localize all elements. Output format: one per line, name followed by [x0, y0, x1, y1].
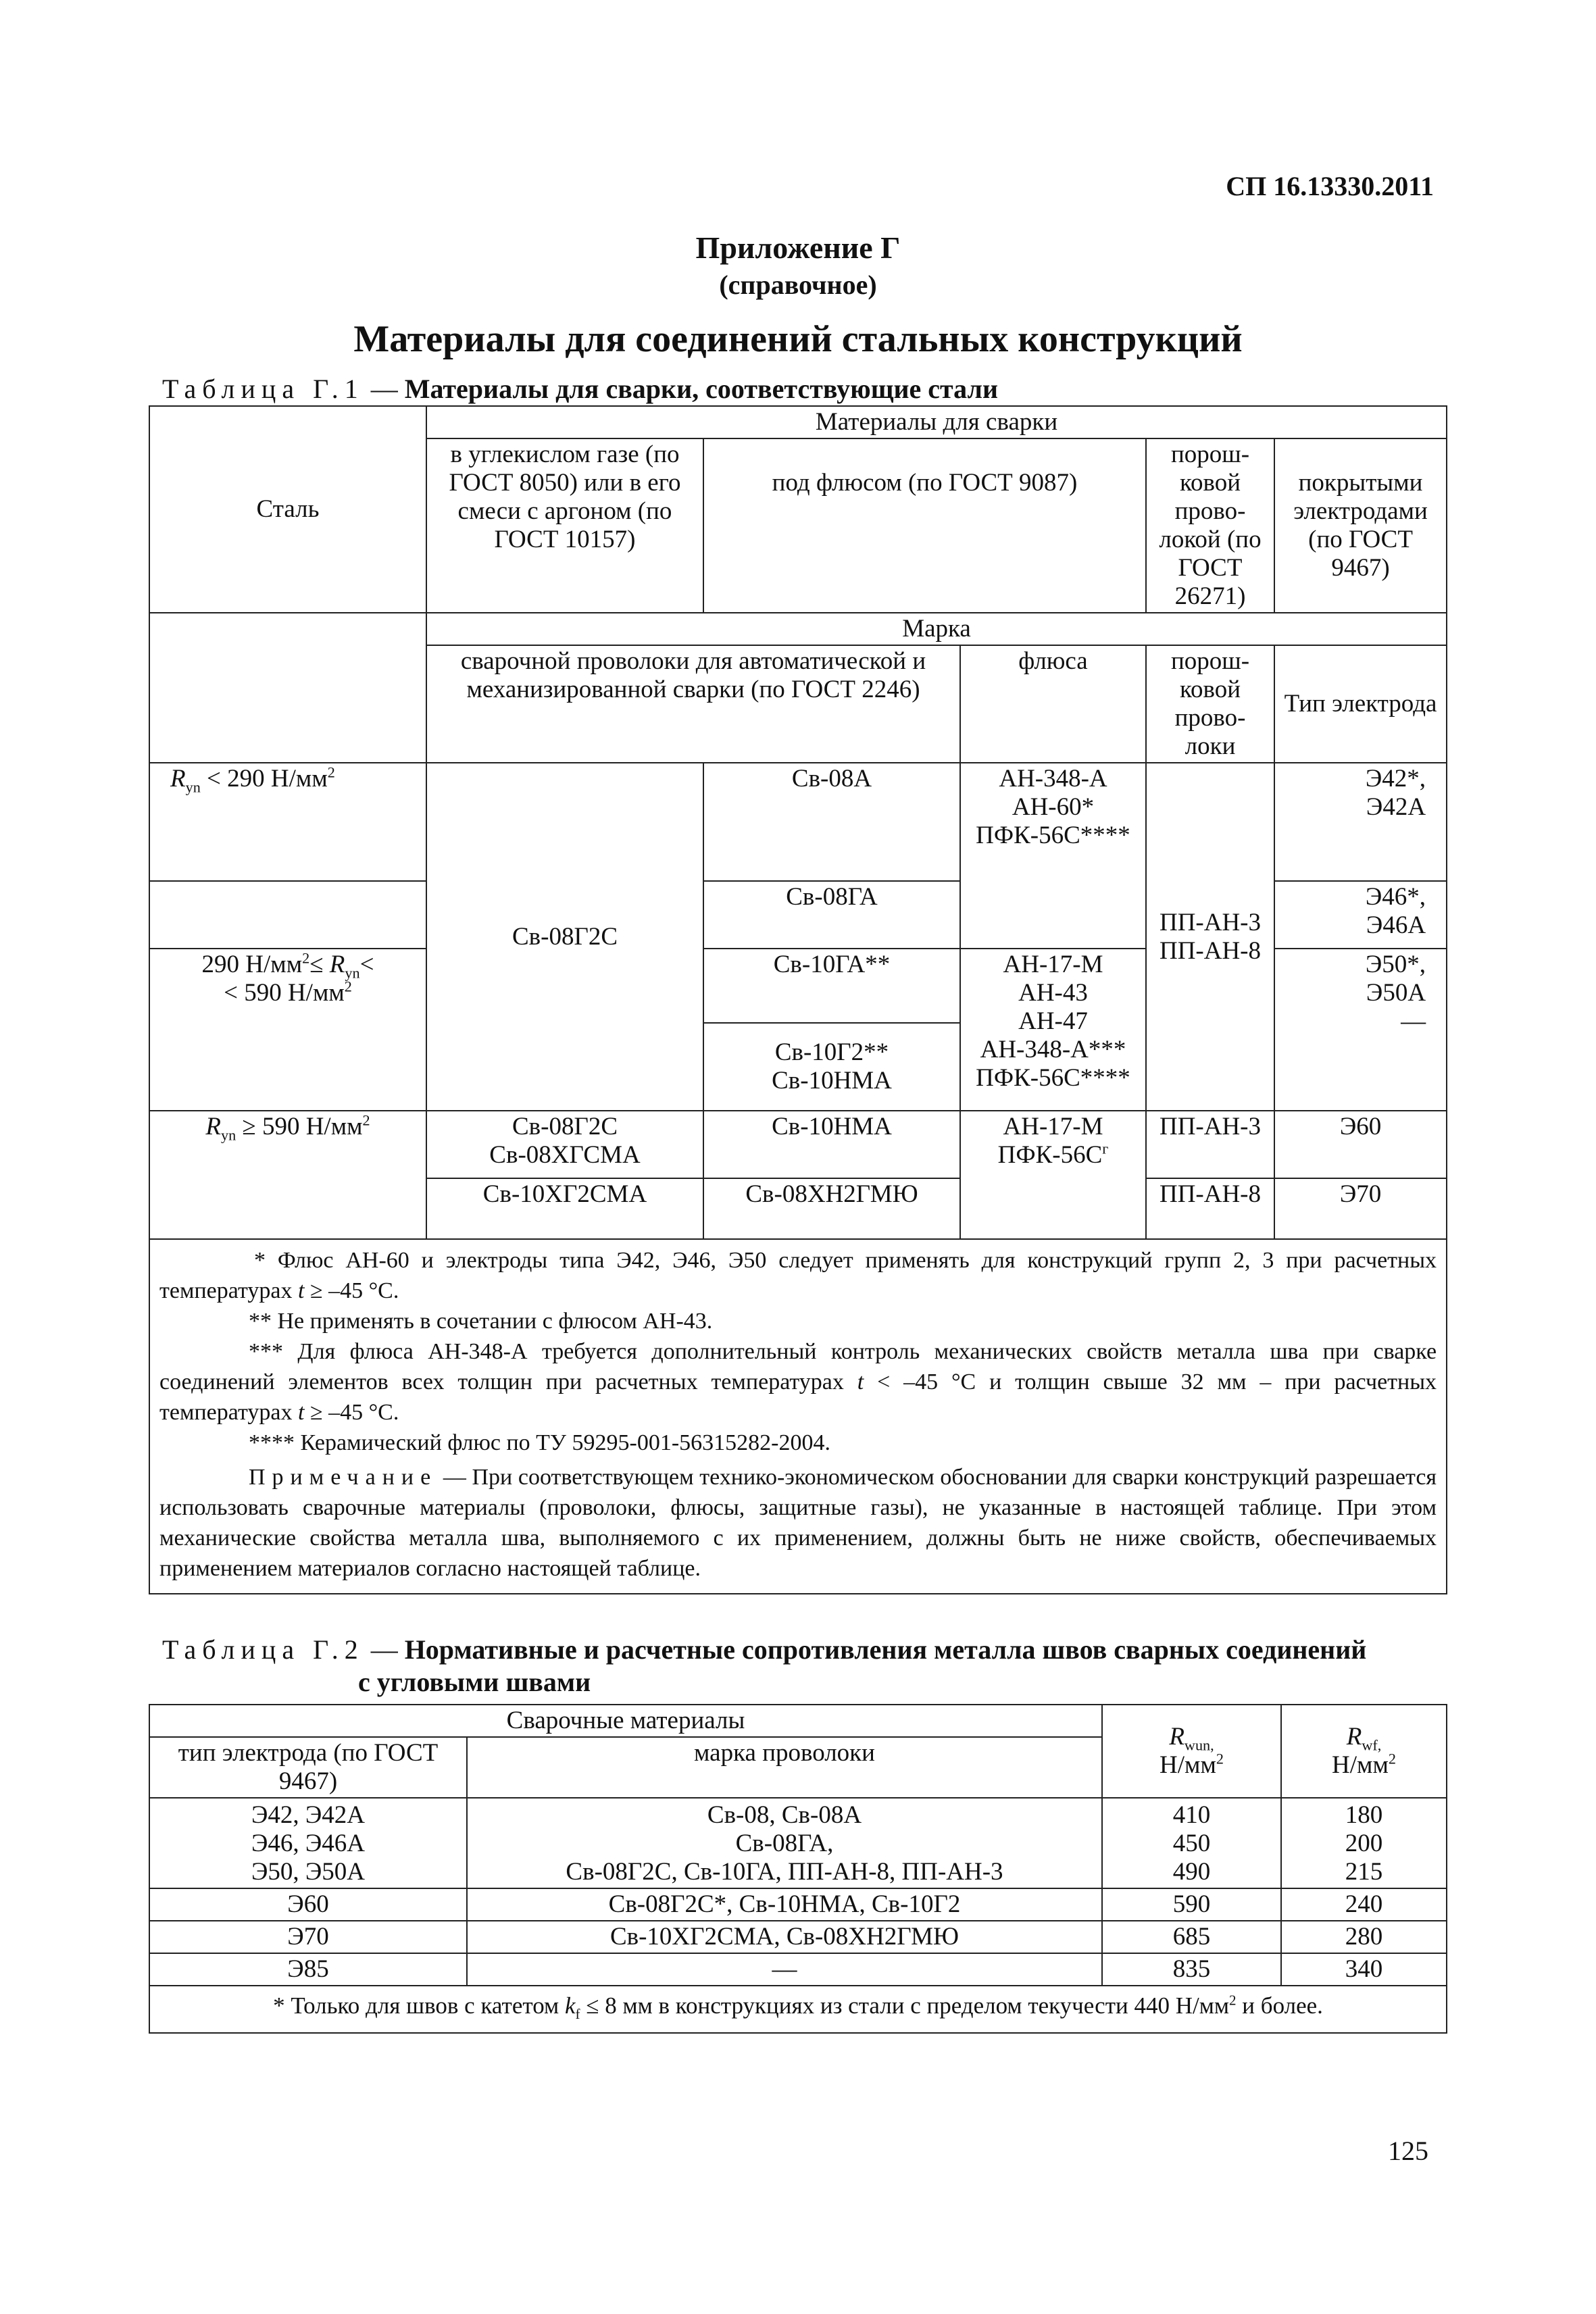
header-coated: покрытыми электродами (по ГОСТ 9467): [1274, 438, 1447, 613]
header-powder-wire: порош-ковой прово-локи: [1146, 645, 1274, 763]
electrode-high-1: Э60: [1274, 1111, 1447, 1178]
footnote-text: ≤ 8 мм в конструкциях из стали с пределом текучести 440 Н/мм: [580, 1992, 1230, 2019]
wire-group-cell: [467, 1798, 1102, 1888]
wire-high-2: Св-08ХН2ГМЮ: [703, 1178, 960, 1239]
powder-high-1: ПП-АН-3: [1146, 1111, 1274, 1178]
rwf-symbol: R: [1346, 1723, 1362, 1751]
steel-value: ≤: [309, 951, 330, 978]
rwf-value: 180: [1345, 1801, 1383, 1829]
steel-row-high: [149, 1111, 426, 1239]
steel-value: < 590 Н/мм: [224, 979, 345, 1007]
flux-item: АН-43: [1018, 979, 1088, 1007]
header-steel-blank: [149, 613, 426, 763]
footnote-superscript: 2: [1229, 1992, 1237, 2009]
electrode-item: Э46А: [1366, 911, 1426, 939]
document-code: СП 16.13330.2011: [1226, 171, 1434, 201]
table1-caption-dash: —: [364, 374, 405, 404]
header-electrode-type: тип электрода (по ГОСТ 9467): [149, 1737, 467, 1798]
electrode-item: Э46*,: [1365, 883, 1426, 911]
steel-subscript: yn: [185, 778, 201, 796]
table2-caption-label: Таблица Г.2: [162, 1634, 364, 1665]
steel-row-low-blank: [149, 881, 426, 949]
electrode-cell: Э85: [149, 1953, 467, 1986]
wire-item: Св-10НМА: [772, 1067, 892, 1095]
footnote-4: **** Керамический флюс по ТУ 59295-001-56315282-2004.: [249, 1430, 830, 1455]
header-materials: Материалы для сварки: [426, 406, 1447, 438]
electrode-group-3: [1274, 949, 1447, 1111]
wire-item: Св-08ГА,: [735, 1830, 834, 1857]
electrode-item: Э50*,: [1365, 951, 1426, 978]
rwf-group-cell: [1281, 1798, 1447, 1888]
header-grade: Марка: [426, 613, 1447, 645]
wire-item: Св-08Г2С, Св-10ГА, ПП-АН-8, ПП-АН-3: [566, 1858, 1003, 1886]
footnote-text: *** Для флюса АН-348-А требуется дополнительный контроль механических свойств металла шва при сварке соединений элементов всех толщин при расчетных температурах: [159, 1339, 1437, 1394]
electrode-item: Э42, Э42А: [251, 1801, 366, 1829]
steel-superscript: 2: [362, 1111, 370, 1129]
table1-caption-text: Материалы для сварки, соответствующие стали: [404, 374, 999, 404]
header-powder: порош-ковой прово-локой (по ГОСТ 26271): [1146, 438, 1274, 613]
steel-row-low: [149, 763, 426, 881]
electrode-cell: Э60: [149, 1888, 467, 1921]
section-title: Материалы для соединений стальных конструкций: [353, 318, 1243, 360]
footnote-3: [159, 1336, 1437, 1428]
footnote-text: и более.: [1236, 1992, 1323, 2019]
header-welding-materials: Сварочные материалы: [149, 1705, 1102, 1737]
steel-superscript: 2: [302, 949, 310, 967]
steel-symbol: R: [329, 951, 345, 978]
electrode-item: Э42А: [1366, 793, 1426, 821]
electrode-high-2: Э70: [1274, 1178, 1447, 1239]
rwun-superscript: 2: [1216, 1750, 1224, 1767]
table-row: [149, 1888, 1447, 1921]
footnote-symbol: t: [857, 1369, 864, 1394]
table2-caption-text-2: с угловыми швами: [358, 1667, 591, 1697]
footnote-text: ≥ –45 °С.: [304, 1278, 399, 1303]
header-rwun: [1102, 1705, 1281, 1798]
steel-subscript: yn: [220, 1126, 236, 1144]
electrode-group-1: [1274, 763, 1447, 881]
header-rwf: [1281, 1705, 1447, 1798]
wire-cell: —: [467, 1953, 1102, 1986]
footnote-symbol: t: [297, 1400, 305, 1425]
page-number: 125: [1388, 2136, 1428, 2166]
steel-value: <: [359, 951, 374, 978]
powder-high-2: ПП-АН-8: [1146, 1178, 1274, 1239]
electrode-item: —: [1401, 1007, 1426, 1035]
header-flux: флюса: [960, 645, 1146, 763]
flux-item: АН-47: [1018, 1007, 1088, 1035]
flux-high: [960, 1111, 1146, 1239]
electrode-item: Э50А: [1366, 979, 1426, 1007]
electrode-cell: Э70: [149, 1921, 467, 1953]
table1-welding-materials: [149, 405, 1447, 1594]
electrode-item: Э46, Э46А: [251, 1830, 366, 1857]
table1-remark: [159, 1462, 1437, 1584]
footnote-symbol: t: [297, 1278, 305, 1303]
rwun-subscript: wun,: [1184, 1736, 1214, 1754]
steel-value: < 290 Н/мм: [200, 765, 328, 793]
co2-wire-high-2: Св-10ХГ2СМА: [426, 1178, 703, 1239]
rwf-cell: 240: [1281, 1888, 1447, 1921]
footnote-text: ≥ –45 °С.: [304, 1400, 399, 1425]
remark-text: — При соответствующем технико-экономическом обосновании для сварки конструкций разрешается использовать сварочные материалы (проволоки, флюсы, защитные газы), не указанные в настоящей таблице. При этом механические свойства металла шва, выполняемого с их применением, должны быть не ниже свойств, обеспечиваемых применением материалов согласно настоящей таблице.: [159, 1465, 1437, 1581]
header-electrode-type: Тип электрода: [1274, 645, 1447, 763]
flux-superscript: г: [1102, 1140, 1109, 1157]
header-submerged: под флюсом (по ГОСТ 9087): [703, 438, 1146, 613]
wire-cell: Св-10ХГ2СМА, Св-08ХН2ГМЮ: [467, 1921, 1102, 1953]
rwf-cell: 340: [1281, 1953, 1447, 1986]
wire-item: Св-08Г2С: [512, 1113, 618, 1140]
annex-subtitle: (справочное): [719, 270, 877, 300]
footnote-symbol: k: [564, 1992, 576, 2019]
wire-item: Св-08, Св-08А: [707, 1801, 862, 1829]
table1-caption: [162, 373, 998, 405]
steel-row-mid: [149, 949, 426, 1111]
footnote-1: [159, 1245, 1437, 1306]
rwun-value: 450: [1172, 1830, 1211, 1857]
table2-footnote: [149, 1986, 1447, 2033]
rwun-symbol: R: [1169, 1723, 1184, 1751]
footnote-2: ** Не применять в сочетании с флюсом АН-43.: [249, 1309, 713, 1334]
rwf-value: 200: [1345, 1830, 1383, 1857]
rwun-cell: 685: [1102, 1921, 1281, 1953]
steel-symbol: R: [205, 1113, 221, 1140]
table-row: [149, 1953, 1447, 1986]
wire-item: Св-10Г2**: [774, 1038, 889, 1066]
flux-item: ПФК-56С****: [976, 1064, 1130, 1092]
header-steel: Сталь: [149, 406, 426, 613]
table2-weld-resistance: [149, 1704, 1447, 2034]
steel-value: 290 Н/мм: [201, 951, 303, 978]
wire-10g2: [703, 1023, 960, 1111]
table2-caption-dash: —: [364, 1634, 405, 1665]
rwf-subscript: wf,: [1362, 1736, 1382, 1754]
rwun-cell: 835: [1102, 1953, 1281, 1986]
wire-high-1: Св-10НМА: [703, 1111, 960, 1178]
rwun-cell: 590: [1102, 1888, 1281, 1921]
wire-item: Св-08ХГСМА: [489, 1141, 641, 1169]
steel-superscript: 2: [344, 978, 352, 995]
remark-label: Примечание: [249, 1465, 438, 1490]
wire-08a: Св-08А: [703, 763, 960, 881]
electrode-item: Э42*,: [1365, 765, 1426, 793]
steel-symbol: R: [170, 765, 186, 793]
electrode-group-2: [1274, 881, 1447, 949]
flux-group-2: [960, 949, 1146, 1111]
table-row: [149, 1921, 1447, 1953]
header-wire: сварочной проволоки для автоматической и механизированной сварки (по ГОСТ 2246): [426, 645, 960, 763]
rwun-value: 410: [1172, 1801, 1211, 1829]
header-co2: в углекислом газе (по ГОСТ 8050) или в его смеси с аргоном (по ГОСТ 10157): [426, 438, 703, 613]
electrode-item: Э50, Э50А: [251, 1858, 366, 1886]
table2-caption: [162, 1634, 1432, 1699]
rwun-value: 490: [1172, 1858, 1211, 1886]
rwf-cell: 280: [1281, 1921, 1447, 1953]
electrode-group-cell: [149, 1798, 467, 1888]
wire-08ga: Св-08ГА: [703, 881, 960, 949]
wire-cell: Св-08Г2С*, Св-10НМА, Св-10Г2: [467, 1888, 1102, 1921]
footnote-subscript: f: [575, 2006, 580, 2022]
annex-title: Приложение Г: [695, 230, 901, 265]
footnote-text: * Только для швов с катетом: [273, 1992, 565, 2019]
rwf-superscript: 2: [1388, 1750, 1396, 1767]
co2-wire: Св-08Г2С: [426, 763, 703, 1111]
flux-item: АН-60*: [1012, 793, 1095, 821]
rwun-unit: Н/мм: [1159, 1751, 1216, 1779]
wire-10ga: Св-10ГА**: [703, 949, 960, 1023]
rwf-value: 215: [1345, 1858, 1383, 1886]
table2-caption-text: Нормативные и расчетные сопротивления металла швов сварных соединений: [404, 1634, 1367, 1665]
steel-value: ≥ 590 Н/мм: [236, 1113, 363, 1140]
powder-wire-group: ПП-АН-3 ПП-АН-8: [1146, 763, 1274, 1111]
rwf-unit: Н/мм: [1332, 1751, 1389, 1779]
co2-wire-high: [426, 1111, 703, 1178]
flux-group-1: [960, 763, 1146, 949]
footnote-text: * Флюс АН-60 и электроды типа Э42, Э46, Э50 следует применять для конструкций групп 2, 3 при расчетных температурах: [159, 1248, 1437, 1303]
header-wire-grade: марка проволоки: [467, 1737, 1102, 1798]
rwun-group-cell: [1102, 1798, 1281, 1888]
table1-notes: [149, 1239, 1447, 1594]
flux-item: АН-17-М: [1003, 951, 1103, 978]
flux-item: ПФК-56С****: [976, 822, 1130, 849]
table1-caption-label: Таблица Г.1: [162, 374, 364, 404]
footnote-text: < –45 °С и толщин свыше 32 мм – при расчетных температурах: [159, 1369, 1437, 1425]
steel-superscript: 2: [327, 763, 335, 781]
flux-item: АН-348-А***: [980, 1036, 1126, 1063]
flux-item: АН-348-А: [999, 765, 1107, 793]
flux-item: ПФК-56С: [997, 1141, 1103, 1169]
steel-subscript: yn: [345, 964, 360, 982]
flux-item: АН-17-М: [1003, 1113, 1103, 1140]
